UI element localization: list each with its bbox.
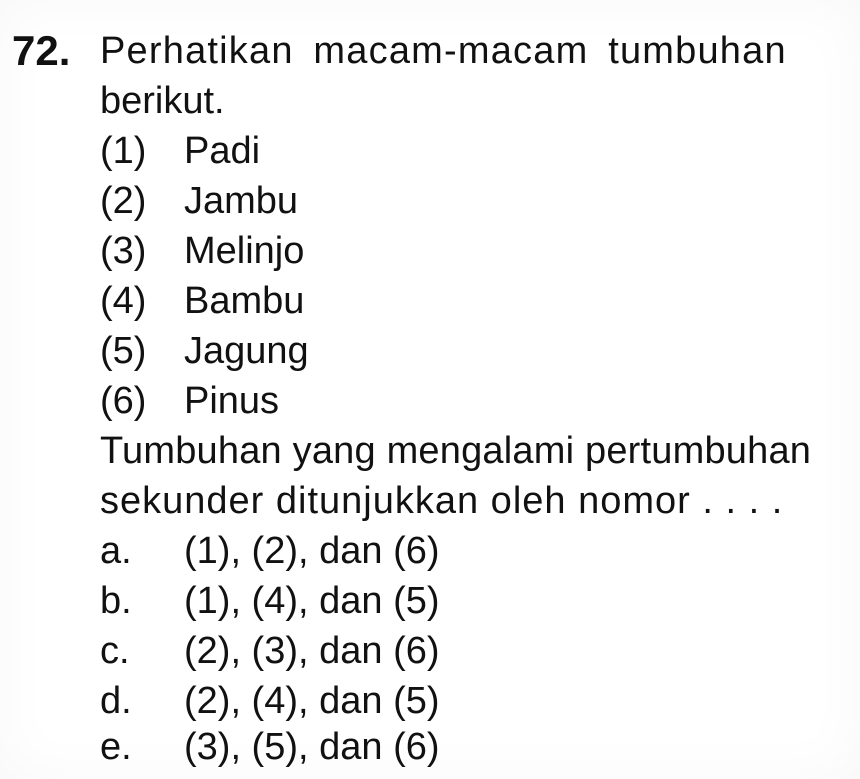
list-item-label: Melinjo [184, 230, 305, 272]
option-text: (1), (4), dan (5) [184, 580, 440, 622]
list-item-label: Pinus [184, 380, 280, 422]
list-item [100, 226, 304, 276]
list-item-number: (2) [100, 180, 147, 222]
list-item-label: Jagung [184, 330, 309, 372]
answer-option-b[interactable] [100, 576, 440, 626]
answer-option-e[interactable] [100, 722, 440, 772]
question-number: 72. [12, 27, 71, 74]
option-letter: b. [100, 580, 132, 622]
list-item-number: (6) [100, 380, 147, 422]
list-item-label: Bambu [184, 280, 305, 322]
answer-option-d[interactable] [100, 676, 440, 726]
question-prompt-line-2: sekunder ditunjukkan oleh nomor . . . . [100, 480, 784, 522]
list-item [100, 376, 279, 426]
list-item-label: Padi [184, 130, 261, 172]
list-item-number: (1) [100, 130, 147, 172]
list-item-number: (3) [100, 230, 147, 272]
question-prompt-line-1: Tumbuhan yang mengalami pertumbuhan [100, 430, 812, 472]
answer-option-c[interactable] [100, 626, 440, 676]
option-text: (1), (2), dan (6) [184, 530, 440, 572]
option-letter: d. [100, 680, 132, 722]
option-letter: a. [100, 530, 132, 572]
option-text: (2), (4), dan (5) [184, 680, 440, 722]
list-item [100, 276, 304, 326]
list-item-number: (5) [100, 330, 147, 372]
option-letter: c. [100, 630, 130, 672]
answer-option-a[interactable] [100, 526, 440, 576]
option-text: (3), (5), dan (6) [184, 726, 440, 768]
question-stem-line-1: Perhatikan macam-macam tumbuhan [100, 30, 787, 72]
question-stem-line-2: berikut. [100, 80, 225, 122]
list-item-label: Jambu [184, 180, 299, 222]
list-item-number: (4) [100, 280, 147, 322]
option-text: (2), (3), dan (6) [184, 630, 440, 672]
list-item [100, 176, 298, 226]
list-item [100, 126, 260, 176]
list-item [100, 326, 309, 376]
option-letter: e. [100, 726, 132, 768]
